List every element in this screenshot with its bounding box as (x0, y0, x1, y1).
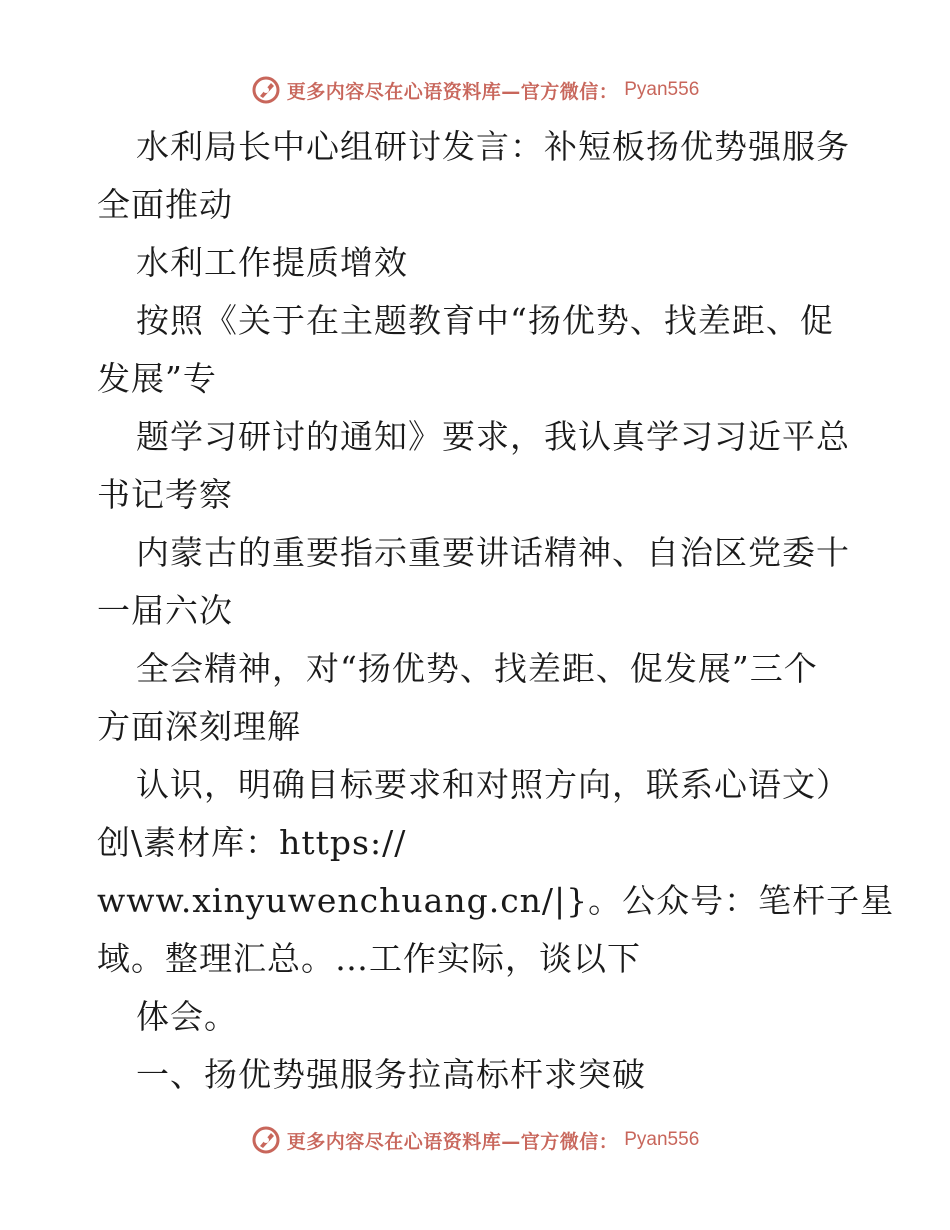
paragraph-line: 一届六次 (97, 591, 233, 630)
paragraph-line: 域。整理汇总。…工作实际，谈以下 (97, 939, 641, 978)
watermark-text: 更多内容尽在心语资料库—官方微信： (286, 1130, 619, 1153)
paragraph-line: 内蒙古的重要指示重要讲话精神、自治区党委十 (136, 533, 850, 572)
paragraph-line: 书记考察 (97, 475, 233, 514)
footer-watermark (0, 1120, 950, 1160)
header-watermark (0, 70, 950, 110)
pen-logo-icon (251, 75, 281, 105)
paragraph-line: 体会。 (136, 997, 238, 1036)
paragraph-line: 发展”专 (97, 359, 217, 398)
watermark-text: 更多内容尽在心语资料库—官方微信： (286, 80, 619, 103)
paragraph-line: 方面深刻理解 (97, 707, 301, 746)
doc-title-line-1: 水利局长中心组研讨发言：补短板扬优势强服务 (136, 127, 850, 166)
paragraph-line: 全会精神，对“扬优势、找差距、促发展”三个 (136, 649, 818, 688)
paragraph-line: www.xinyuwenchuang.cn/|}。公众号：笔杆子星 (97, 881, 895, 920)
paragraph-line: 认识，明确目标要求和对照方向，联系心语文） (136, 765, 850, 804)
doc-title-line-2: 全面推动 (97, 185, 233, 224)
pen-logo-icon (251, 1125, 281, 1155)
document-body (97, 118, 895, 1104)
doc-subtitle: 水利工作提质增效 (136, 243, 408, 282)
watermark-handle: Pyan556 (624, 1129, 700, 1150)
section-heading: 一、扬优势强服务拉高标杆求突破 (136, 1055, 646, 1094)
paragraph-line: 按照《关于在主题教育中“扬优势、找差距、促 (136, 301, 834, 340)
paragraph-line: 创\素材库：https:// (97, 823, 407, 862)
paragraph-line: 题学习研讨的通知》要求，我认真学习习近平总 (136, 417, 850, 456)
watermark-handle: Pyan556 (624, 79, 700, 100)
